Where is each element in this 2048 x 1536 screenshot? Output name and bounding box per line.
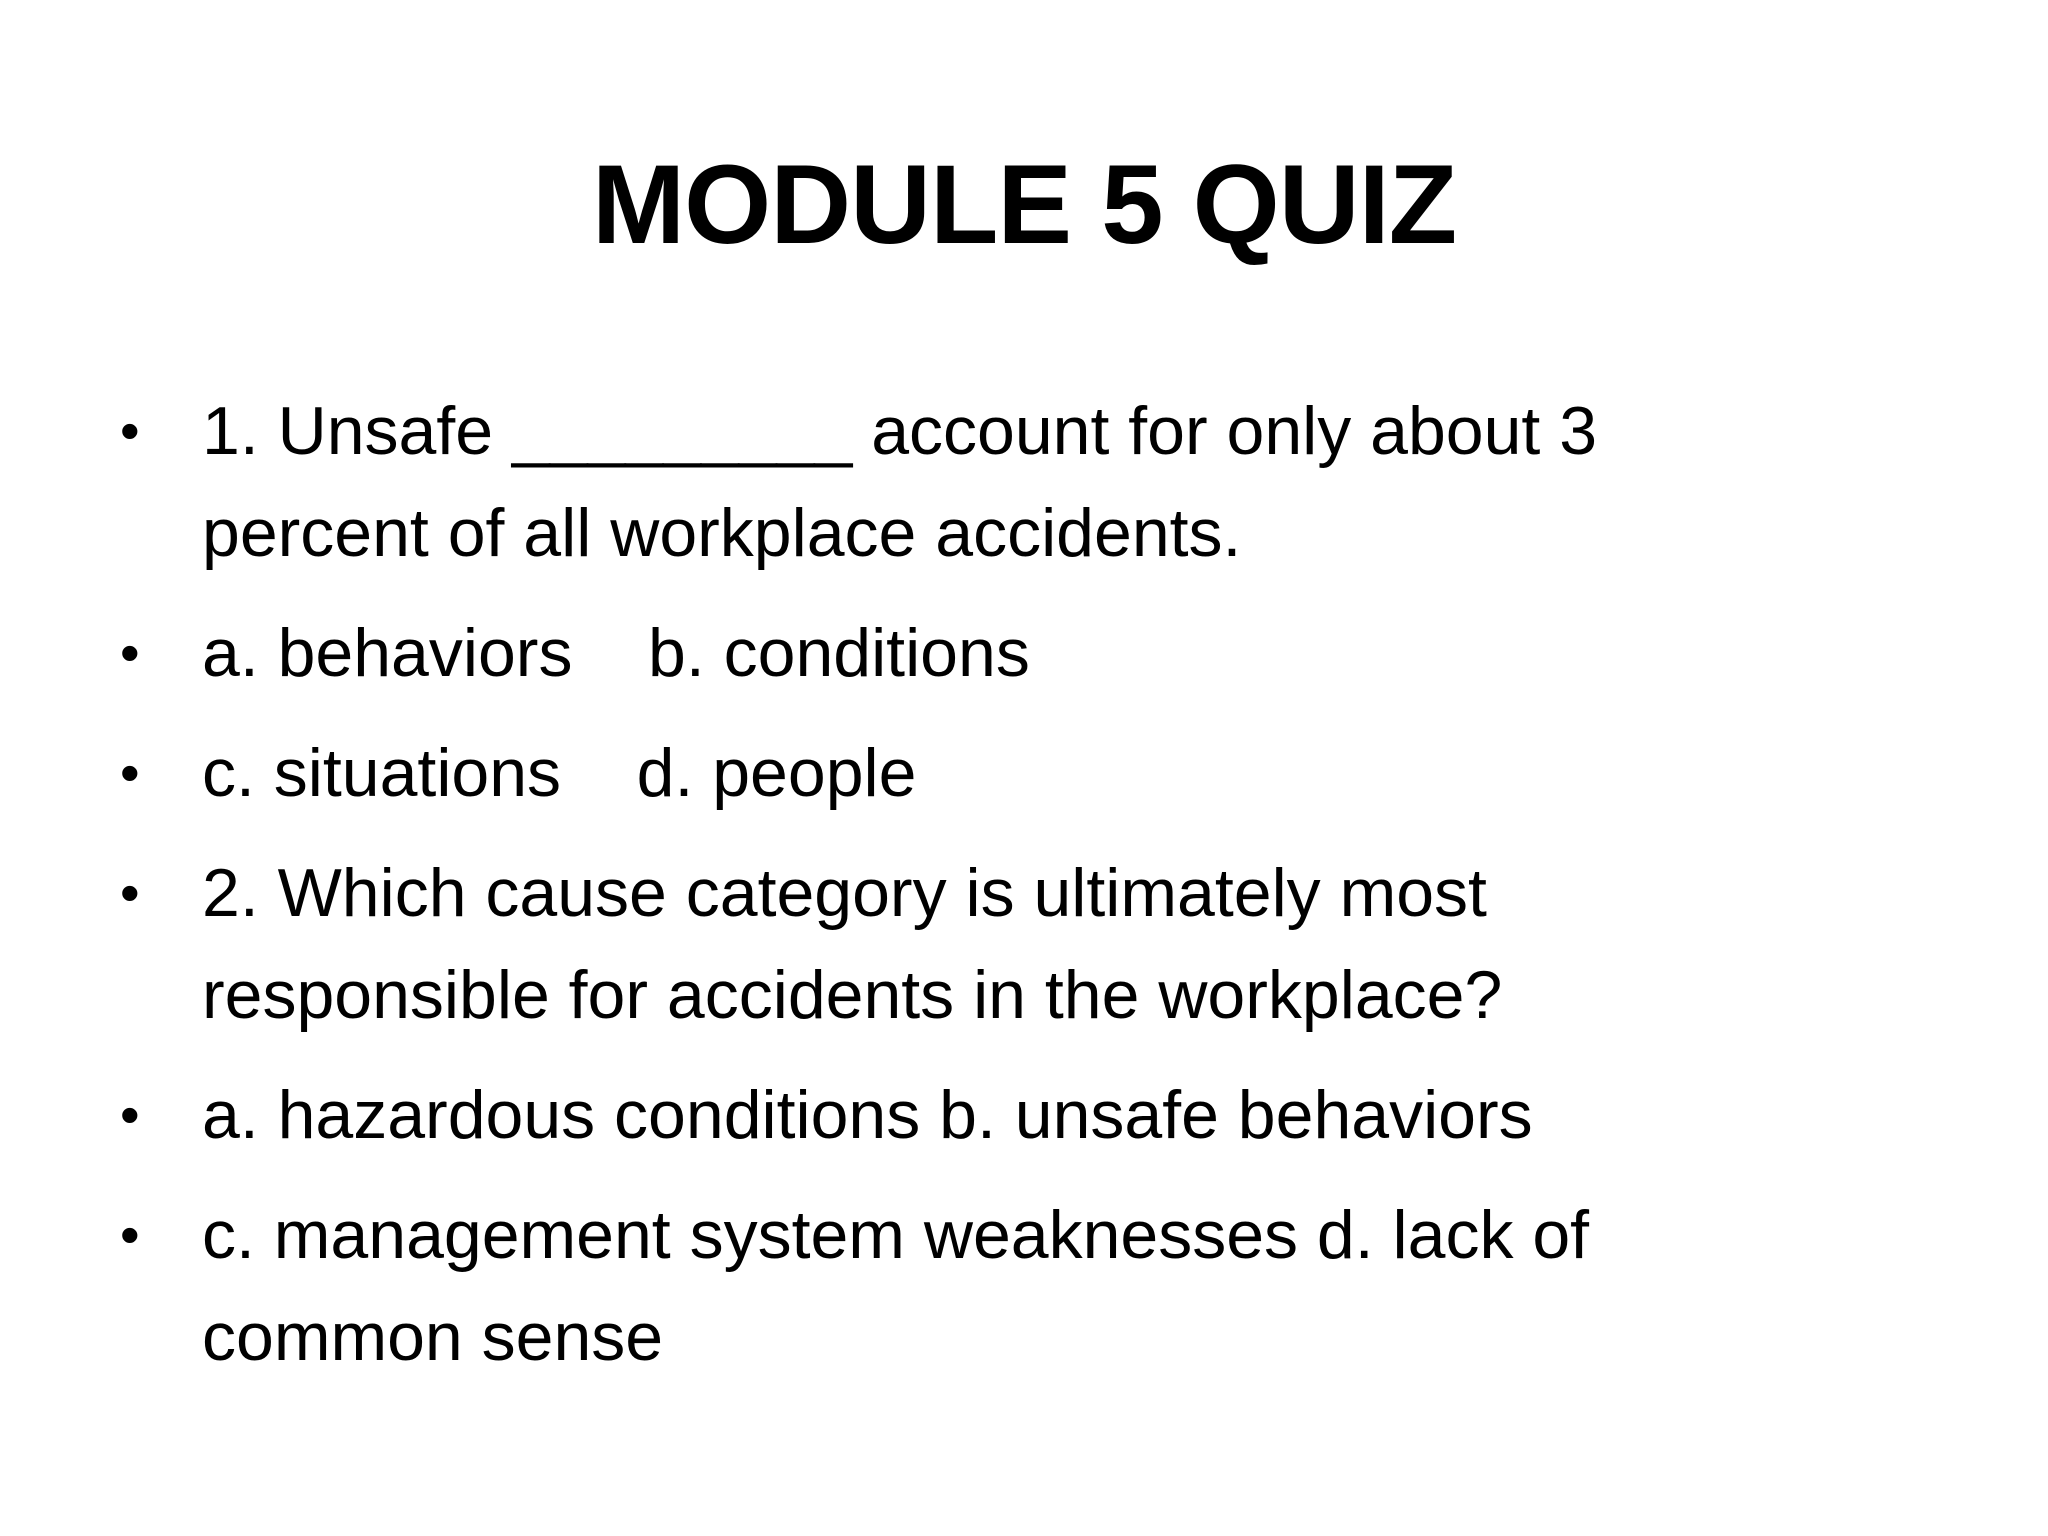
bullet-item-q2-options-ab [120,1064,1800,1166]
bullet-text: c. management system weaknesses d. lack of common sense [202,1197,1590,1375]
bullet-item-q1-options-cd [120,722,1800,824]
bullet-icon: • [120,621,140,684]
bullet-item-q2-options-cd [120,1184,1800,1388]
bullet-icon: • [120,399,140,462]
bullet-list [120,380,1800,1406]
bullet-item-q1 [120,380,1800,584]
bullet-item-q1-options-ab [120,602,1800,704]
bullet-icon: • [120,1203,140,1266]
slide-title: MODULE 5 QUIZ [591,142,1457,267]
bullet-icon: • [120,1083,140,1146]
bullet-icon: • [120,741,140,804]
bullet-text: 2. Which cause category is ultimately most responsible for accidents in the workplace? [202,855,1503,1033]
bullet-text: a. behaviors b. conditions [202,615,1030,691]
bullet-item-q2 [120,842,1800,1046]
bullet-text: a. hazardous conditions b. unsafe behaviors [202,1077,1533,1153]
bullet-text: c. situations d. people [202,735,917,811]
bullet-text: 1. Unsafe _________ account for only about 3 percent of all workplace accidents. [202,393,1598,571]
bullet-icon: • [120,861,140,924]
